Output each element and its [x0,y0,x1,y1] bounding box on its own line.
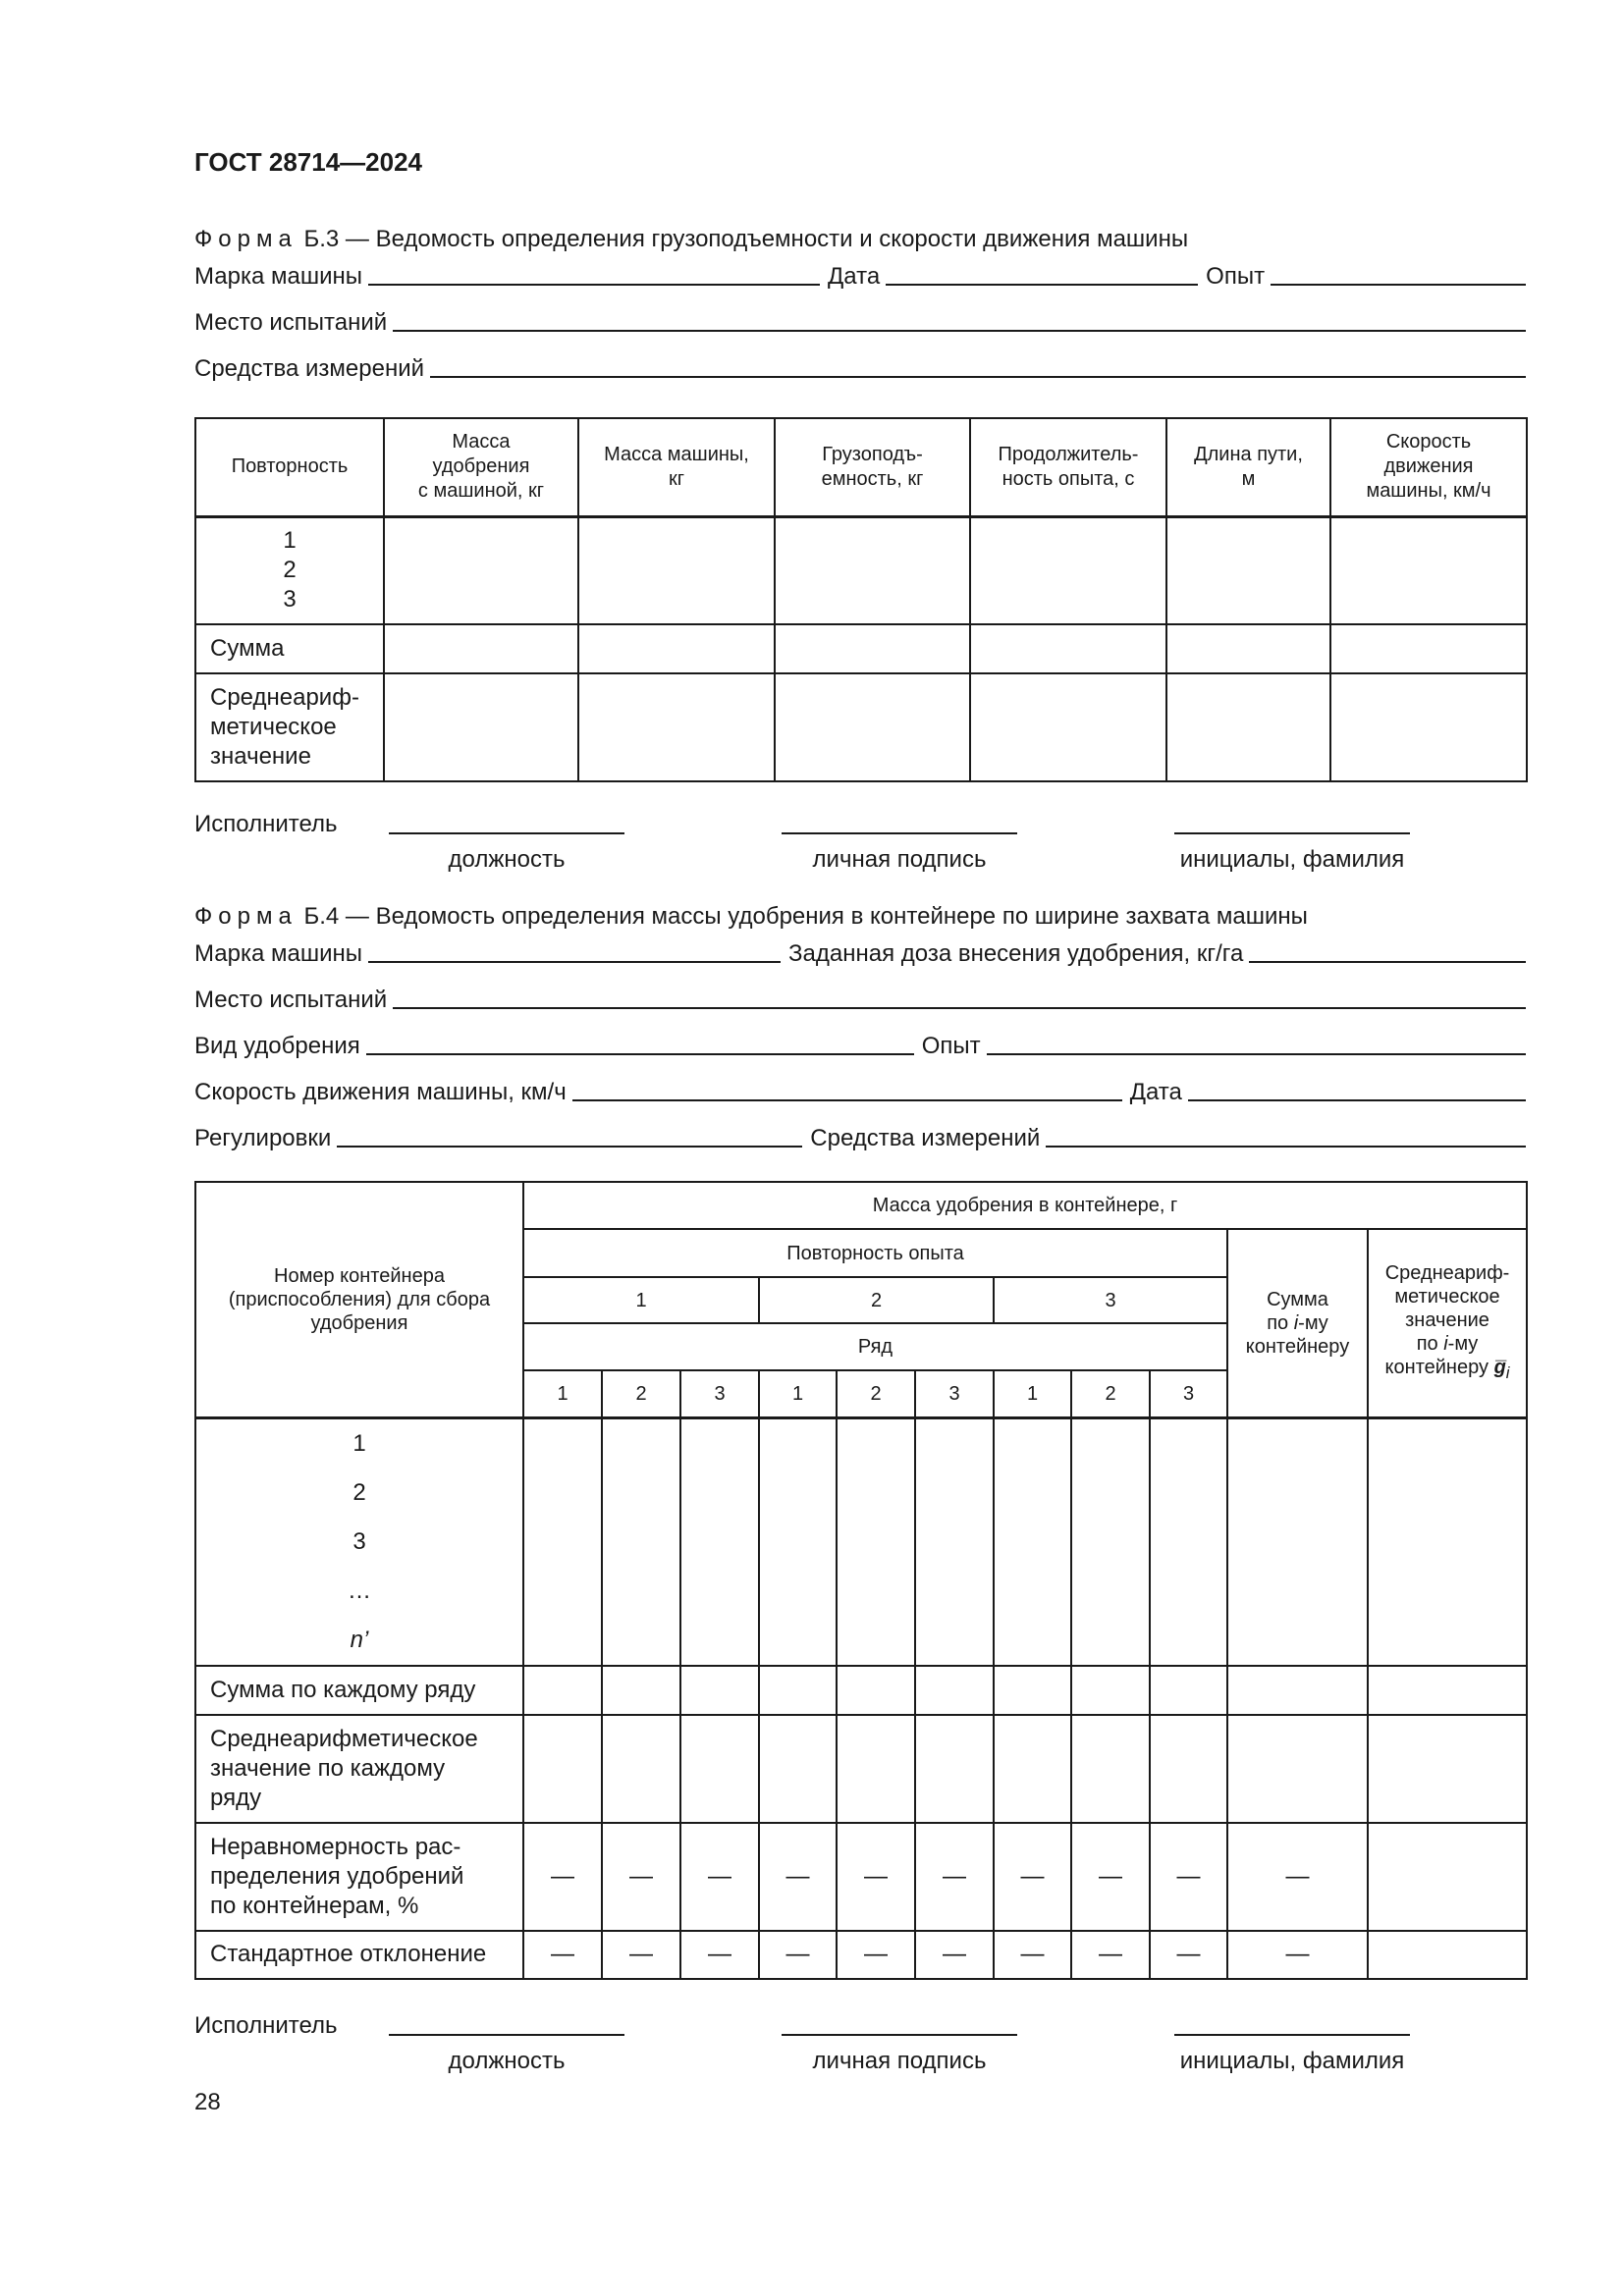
data-cell[interactable] [775,516,970,624]
dash-cell: — [759,1931,837,1979]
mean-row [195,1715,1527,1823]
form-b3-table [194,417,1528,782]
experiment-label: Опыт [1206,263,1266,290]
signature-caption: личная подпись [812,846,987,873]
data-cell[interactable] [1150,1417,1227,1666]
instruments-label: Средства измерений [810,1125,1041,1151]
container-number: 1 [352,1429,366,1457]
dash-cell: — [837,1931,915,1979]
sum-header-word: контейнеру [1245,1335,1350,1358]
repeat-number: 3 [283,586,297,614]
instruments-label: Средства измерений [194,355,425,382]
signature-caption: личная подпись [812,2048,987,2074]
row-number: 2 [837,1370,915,1417]
dash-cell: — [523,1823,602,1931]
col-header-distance: Длина пути, м [1166,418,1330,516]
data-cell[interactable] [970,516,1166,624]
data-cell[interactable] [1071,1417,1150,1666]
dash-cell: — [680,1931,759,1979]
col-header-row: Ряд [523,1323,1227,1370]
row-number: 3 [915,1370,994,1417]
date-label: Дата [828,263,881,290]
speed-field[interactable] [572,1099,1122,1101]
sum-row-label: Сумма по каждому ряду [195,1666,523,1715]
form-b4-line-place [194,981,1526,1014]
date-field[interactable] [886,284,1198,286]
dash-cell: — [994,1823,1071,1931]
position-caption: должность [448,2048,566,2074]
sum-header-word: Сумма [1267,1288,1328,1310]
dose-label: Заданная доза внесения удобрения, кг/га [788,940,1244,967]
data-cell[interactable] [994,1715,1071,1823]
row-number: 2 [1071,1370,1150,1417]
data-cell[interactable] [523,1417,602,1666]
brand-field[interactable] [368,284,820,286]
dash-cell: — [915,1931,994,1979]
container-number: n’ [350,1626,369,1653]
signature-field[interactable] [782,2034,1017,2036]
data-cell[interactable] [759,1417,837,1666]
form-b3-title [194,226,1188,253]
position-field[interactable] [389,2034,624,2036]
data-cell[interactable] [837,1666,915,1715]
std-label: Стандартное отклонение [195,1931,523,1979]
data-cell[interactable] [1166,624,1330,673]
data-cell[interactable] [1330,516,1527,624]
dash-cell: — [994,1931,1071,1979]
data-cell[interactable] [1368,1931,1527,1979]
data-cell[interactable] [1227,1666,1368,1715]
form-b4-line-fertilizer [194,1027,1526,1060]
data-cell[interactable] [775,673,970,781]
mean-header-word: значение [1405,1308,1489,1331]
container-number: 2 [352,1478,366,1506]
dash-cell: — [602,1823,680,1931]
data-cell[interactable] [602,1417,680,1666]
data-cell[interactable] [759,1715,837,1823]
data-cell[interactable] [1227,1417,1368,1666]
dash-cell: — [602,1931,680,1979]
data-cell[interactable] [775,624,970,673]
data-cell[interactable] [915,1715,994,1823]
form-b3-line-place [194,303,1526,337]
col-header-mass: Масса удобрения в контейнере, г [523,1182,1527,1229]
table-header-row [195,418,1527,516]
date-field[interactable] [1188,1099,1526,1101]
data-cell[interactable] [1330,673,1527,781]
repeat-numbers [195,516,384,624]
col-header-machine-mass: Масса машины, кг [578,418,775,516]
sum-row [195,624,1527,673]
col-header-repeat: Повторность опыта [523,1229,1227,1277]
repeat-number: 2 [759,1277,994,1323]
row-number: 3 [1150,1370,1227,1417]
experiment-label: Опыт [921,1033,981,1059]
data-cell[interactable] [680,1666,759,1715]
mean-header-word: -му [1447,1332,1479,1355]
col-header-speed: Скорость движения машины, км/ч [1330,418,1527,516]
mean-header-word: по [1416,1332,1438,1355]
dose-field[interactable] [1249,961,1526,963]
data-cell[interactable] [602,1666,680,1715]
data-cell[interactable] [1071,1715,1150,1823]
form-b3-title-text: Б.3 — Ведомость определения грузоподъемности и скорости движения машины [303,226,1189,252]
unevenness-label: Неравномерность рас- пределения удобрений по контейнерам, % [195,1823,523,1931]
brand-label: Марка машины [194,263,363,290]
form-b4-table [194,1181,1528,1980]
data-cell[interactable] [1166,673,1330,781]
data-cell[interactable] [1150,1715,1227,1823]
form-b3-line-brand [194,257,1526,291]
dash-cell: — [1071,1931,1150,1979]
container-number: … [348,1576,371,1604]
data-cell[interactable] [1330,624,1527,673]
data-cell[interactable] [1368,1417,1527,1666]
col-header-container: Номер контейнера (приспособления) для сбора удобрения [195,1182,523,1417]
signature-field[interactable] [782,832,1017,834]
name-caption: инициалы, фамилия [1179,2048,1405,2074]
data-cell[interactable] [523,1715,602,1823]
dash-cell: — [1071,1823,1150,1931]
page-number: 28 [194,2089,221,2115]
data-cell[interactable] [680,1417,759,1666]
position-field[interactable] [389,832,624,834]
data-cell[interactable] [915,1666,994,1715]
form-b3-line-instruments [194,349,1526,383]
fertilizer-field[interactable] [366,1053,914,1055]
place-field[interactable] [393,1007,1526,1009]
data-cell[interactable] [1368,1715,1527,1823]
mean-symbol-index: i [1505,1362,1510,1382]
sum-row [195,1666,1527,1715]
dash-cell: — [759,1823,837,1931]
col-header-mass-with-machine: Масса удобрения с машиной, кг [384,418,578,516]
col-header-mean [1368,1229,1527,1417]
repeat-number: 3 [994,1277,1227,1323]
experiment-field[interactable] [1271,284,1526,286]
dash-cell: — [1227,1823,1368,1931]
data-cell[interactable] [523,1666,602,1715]
sum-header-index: i [1293,1311,1299,1334]
form-b4-line-brand [194,934,1526,968]
name-field[interactable] [1174,2034,1410,2036]
position-caption: должность [448,846,566,873]
form-b3-prefix: Форма [194,226,298,252]
data-cell[interactable] [970,673,1166,781]
name-caption: инициалы, фамилия [1179,846,1405,873]
fertilizer-label: Вид удобрения [194,1033,360,1059]
speed-label: Скорость движения машины, км/ч [194,1079,567,1105]
sum-header-word: -му [1298,1311,1328,1334]
std-row [195,1931,1527,1979]
experiment-field[interactable] [987,1053,1526,1055]
name-field[interactable] [1174,832,1410,834]
dash-cell: — [1150,1931,1227,1979]
row-number: 2 [602,1370,680,1417]
data-cell[interactable] [1071,1666,1150,1715]
place-label: Место испытаний [194,309,388,336]
data-cell[interactable] [1368,1823,1527,1931]
repeat-number: 1 [523,1277,759,1323]
row-number: 1 [994,1370,1071,1417]
data-cell[interactable] [994,1666,1071,1715]
date-label: Дата [1129,1079,1182,1105]
table-row [195,516,1527,624]
repeat-number: 2 [283,557,297,584]
mean-header-word: контейнеру [1384,1356,1489,1378]
instruments-field[interactable] [1046,1146,1526,1148]
data-cell[interactable] [1150,1666,1227,1715]
data-cell[interactable] [759,1666,837,1715]
mean-header-index: i [1443,1332,1448,1355]
data-cell[interactable] [578,516,775,624]
form-b4-line-adjustments [194,1119,1526,1152]
unevenness-row [195,1823,1527,1931]
col-header-sum [1227,1229,1368,1417]
place-field[interactable] [393,330,1526,332]
form-b4-title-text: Б.4 — Ведомость определения массы удобрения в контейнере по ширине захвата машины [303,903,1308,930]
data-cell[interactable] [384,624,578,673]
dash-cell: — [915,1823,994,1931]
form-b3-signature [194,811,1526,880]
col-header-capacity: Грузоподъ- емность, кг [775,418,970,516]
mean-header-word: метическое [1394,1285,1500,1308]
data-cell[interactable] [578,673,775,781]
data-cell[interactable] [1227,1715,1368,1823]
data-cell[interactable] [994,1417,1071,1666]
table-header-row [195,1182,1527,1229]
data-cell[interactable] [384,516,578,624]
table-row [195,1417,1527,1666]
adjustments-field[interactable] [337,1146,802,1148]
col-header-duration: Продолжитель- ность опыта, с [970,418,1166,516]
mean-label: Среднеариф- метическое значение [195,673,384,781]
dash-cell: — [1150,1823,1227,1931]
container-number: 3 [352,1527,366,1555]
data-cell[interactable] [837,1715,915,1823]
place-label: Место испытаний [194,987,388,1013]
performer-label: Исполнитель [194,811,338,837]
data-cell[interactable] [602,1715,680,1823]
brand-field[interactable] [368,961,781,963]
instruments-field[interactable] [430,376,1526,378]
col-header-repeat: Повторность [195,418,384,516]
data-cell[interactable] [1368,1666,1527,1715]
dash-cell: — [523,1931,602,1979]
repeat-number: 1 [283,527,297,555]
data-cell[interactable] [680,1715,759,1823]
data-cell[interactable] [384,673,578,781]
data-cell[interactable] [1166,516,1330,624]
form-b4-signature [194,2012,1526,2081]
dash-cell: — [1227,1931,1368,1979]
sum-header-word: по [1267,1311,1289,1334]
data-cell[interactable] [578,624,775,673]
data-cell[interactable] [915,1417,994,1666]
dash-cell: — [680,1823,759,1931]
performer-label: Исполнитель [194,2012,338,2039]
adjustments-label: Регулировки [194,1125,332,1151]
mean-header-word: Среднеариф- [1384,1261,1510,1284]
mean-symbol: g̅ [1493,1356,1506,1378]
container-numbers [195,1417,523,1666]
mean-row [195,673,1527,781]
data-cell[interactable] [837,1417,915,1666]
row-number: 1 [759,1370,837,1417]
sum-label: Сумма [195,624,384,673]
data-cell[interactable] [970,624,1166,673]
row-number: 3 [680,1370,759,1417]
form-b4-prefix: Форма [194,903,298,930]
form-b4-line-speed [194,1073,1526,1106]
mean-row-label: Среднеарифметическое значение по каждому ряду [195,1715,523,1823]
form-b4-title [194,903,1308,931]
dash-cell: — [837,1823,915,1931]
row-number: 1 [523,1370,602,1417]
brand-label: Марка машины [194,940,363,967]
standard-code: ГОСТ 28714—2024 [194,147,422,177]
